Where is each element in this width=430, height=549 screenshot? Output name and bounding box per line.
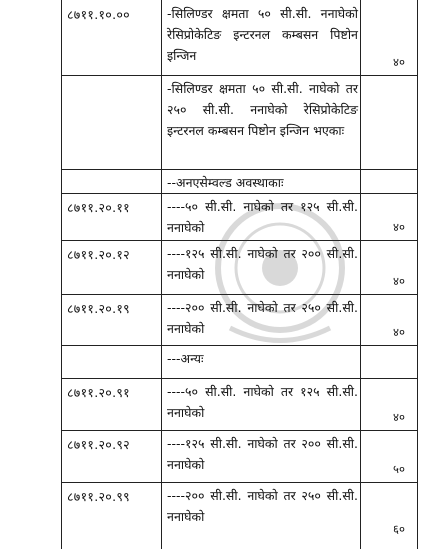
duty-rate: ६० xyxy=(393,522,405,536)
table-row xyxy=(0,294,430,345)
hs-code: ८७११.२०.११ xyxy=(67,200,130,215)
duty-rate: ४० xyxy=(393,325,405,339)
table-row xyxy=(0,0,430,75)
description: ----१२५ सी.सी. नाघेको तर २०० सी.सी. ननाघेको xyxy=(167,246,358,282)
hs-code: ८७११.२०.१९ xyxy=(67,301,130,316)
hs-code: ८७११.१०.०० xyxy=(67,7,130,22)
hs-code: ८७११.२०.९२ xyxy=(67,437,130,452)
table-row xyxy=(0,378,430,430)
hs-code: ८७११.२०.१२ xyxy=(67,247,130,262)
description: -सिलिण्डर क्षमता ५० सी.सी. नाघेको तर २५० सी.सी. ननाघेको रेसिप्रोकेटिङ इन्टरनल कम्बसन पिष्टोन इन्जिन भएकाः xyxy=(167,81,358,138)
description: ---अन्यः xyxy=(167,351,204,366)
description: --अनएसेम्वल्ड अवस्थाकाः xyxy=(167,175,284,190)
hs-code: ८७११.२०.९९ xyxy=(67,489,130,504)
description: ----५० सी.सी. नाघेको तर १२५ सी.सी. ननाघेको xyxy=(167,384,358,420)
description: ----५० सी.सी. नाघेको तर १२५ सी.सी. ननाघेको xyxy=(167,199,358,235)
duty-rate: ४० xyxy=(393,274,405,288)
table-row xyxy=(0,430,430,482)
duty-rate: ४० xyxy=(393,410,405,424)
table-row xyxy=(0,240,430,294)
hs-code: ८७११.२०.९१ xyxy=(67,385,130,400)
table-row xyxy=(0,193,430,240)
duty-rate: ५० xyxy=(393,462,405,476)
description: ----१२५ सी.सी. नाघेको तर २०० सी.सी. ननाघेको xyxy=(167,436,358,472)
description: ----२०० सी.सी. नाघेको तर २५० सी.सी. ननाघेको xyxy=(167,488,358,524)
duty-rate: ४० xyxy=(393,220,405,234)
table-row xyxy=(0,482,430,542)
table-row xyxy=(0,345,430,378)
description: ----२०० सी.सी. नाघेको तर २५० सी.सी. ननाघेको xyxy=(167,300,358,336)
duty-rate: ४० xyxy=(393,55,405,69)
table-row xyxy=(0,169,430,193)
table-row xyxy=(0,75,430,169)
description: -सिलिण्डर क्षमता ५० सी.सी. ननाघेको रेसिप्रोकेटिङ इन्टरनल कम्बसन पिष्टोन इन्जिन xyxy=(167,6,358,63)
